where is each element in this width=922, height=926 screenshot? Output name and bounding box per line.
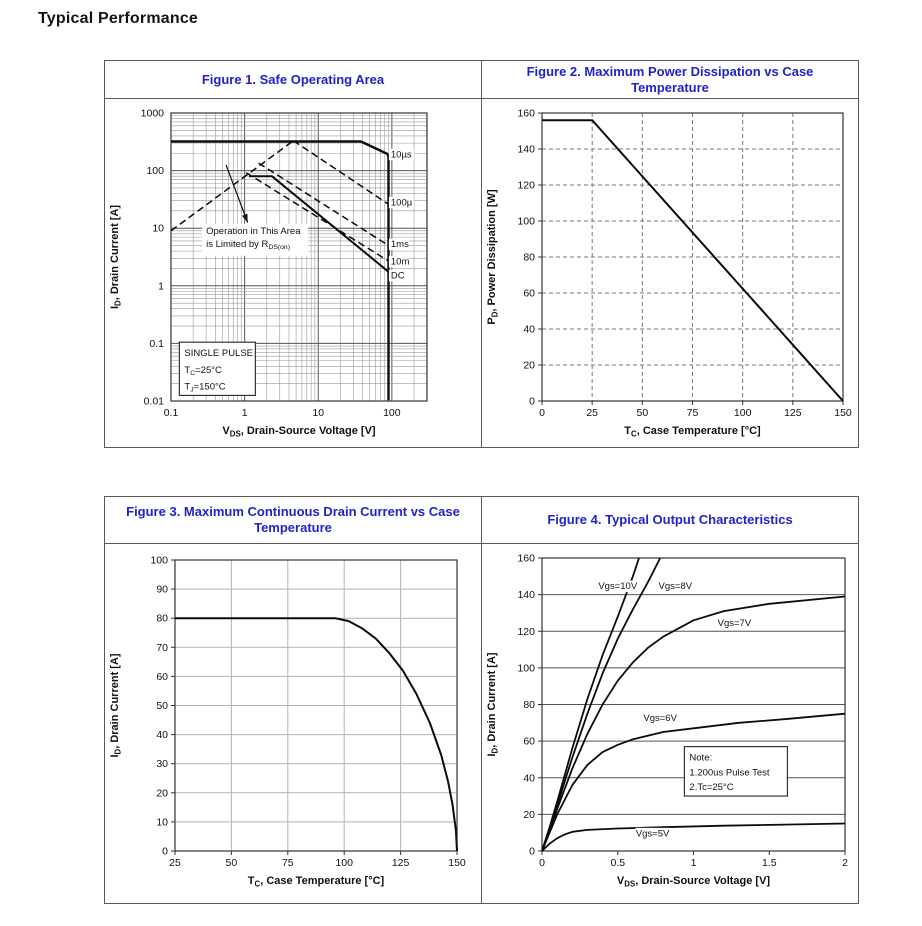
figure2-panel xyxy=(481,60,859,448)
figure3-title: Figure 3. Maximum Continuous Drain Current vs Case Temperature xyxy=(105,497,481,544)
annotation-box-text: 1.200us Pulse Test xyxy=(689,767,770,779)
figure1-body xyxy=(105,99,481,447)
y-tick-label: 60 xyxy=(523,735,535,748)
y-tick-label: 100 xyxy=(146,165,164,178)
x-tick-label: 25 xyxy=(169,857,181,869)
figure4-body xyxy=(482,544,858,903)
curve-label: Vgs=6V xyxy=(643,712,677,724)
figure1-title: Figure 1. Safe Operating Area xyxy=(105,61,481,99)
x-axis-title: $V_{DS}$, Drain-Source Voltage [V] xyxy=(616,875,771,889)
y-tick-label: 160 xyxy=(517,552,535,565)
x-tick-label: 25 xyxy=(586,407,599,419)
y-axis-title: $I_D$, Drain Current [A] xyxy=(109,204,123,310)
y-tick-label: 40 xyxy=(156,729,168,742)
annotation-box-text: 2.Tc=25°C xyxy=(689,782,734,794)
x-tick-label: 125 xyxy=(784,407,802,419)
figures-row-2 xyxy=(104,496,860,904)
y-tick-label: 60 xyxy=(523,287,535,300)
figure4-chart xyxy=(482,544,858,903)
curve-label: Vgs=10V xyxy=(598,581,638,593)
y-tick-label: 20 xyxy=(523,359,535,372)
x-tick-label: 75 xyxy=(686,407,699,419)
curve-label: 1ms xyxy=(390,239,409,251)
x-tick-label: 1 xyxy=(241,407,248,419)
fig3-plot xyxy=(109,555,466,889)
x-tick-label: 2 xyxy=(842,857,848,869)
x-tick-label: 125 xyxy=(391,857,410,869)
y-tick-label: 120 xyxy=(517,179,535,192)
annotation-box-text: SINGLE PULSE xyxy=(184,348,254,360)
y-tick-label: 1000 xyxy=(140,107,164,120)
y-tick-label: 60 xyxy=(156,670,168,683)
x-tick-label: 50 xyxy=(225,857,238,869)
y-tick-label: 80 xyxy=(156,612,168,625)
series-vgs-5v xyxy=(542,824,845,852)
y-tick-label: 20 xyxy=(523,808,535,821)
annotation-box-text: $T_C=25^\circ C$ xyxy=(184,364,222,378)
page-title: Typical Performance xyxy=(38,10,199,27)
curve-label: DC xyxy=(390,270,405,282)
axis-ticks xyxy=(517,553,848,870)
y-axis-title: $I_D$, Drain Current [A] xyxy=(109,653,123,758)
figure4-panel xyxy=(481,496,859,904)
curve-label: 10m xyxy=(390,256,410,268)
curve-label: 10µs xyxy=(390,149,412,161)
x-tick-label: 100 xyxy=(733,407,752,419)
x-tick-label: 50 xyxy=(636,407,649,419)
series-vgs-7v xyxy=(542,597,845,852)
y-tick-label: 50 xyxy=(156,700,168,712)
y-tick-label: 70 xyxy=(156,641,168,654)
y-tick-label: 100 xyxy=(517,662,535,675)
y-tick-label: 100 xyxy=(517,215,535,228)
figure2-title: Figure 2. Maximum Power Dissipation vs Case Temperature xyxy=(482,61,858,99)
annotation-text: Operation in This Area xyxy=(206,225,301,237)
y-tick-label: 90 xyxy=(156,583,168,596)
curve-label: Vgs=7V xyxy=(717,617,752,629)
x-tick-label: 150 xyxy=(834,407,852,419)
y-tick-label: 0.01 xyxy=(143,395,164,408)
x-tick-label: 100 xyxy=(335,857,353,869)
grid-lines xyxy=(542,113,843,401)
x-tick-label: 10 xyxy=(312,407,325,419)
x-axis-title: $T_C$, Case Temperature [°C] xyxy=(247,875,385,889)
figure2-body xyxy=(482,99,858,447)
y-tick-label: 10 xyxy=(152,222,164,235)
figure1-panel xyxy=(104,60,482,448)
figure3-panel xyxy=(104,496,482,904)
y-tick-label: 80 xyxy=(523,251,535,264)
curve-label: 100µ xyxy=(390,197,413,209)
annotation-box-text: Note: xyxy=(689,752,713,764)
y-tick-label: 140 xyxy=(517,143,535,156)
figures-grid xyxy=(104,60,860,904)
annotation-text: is Limited by $R_{DS(on)}$ xyxy=(206,238,290,252)
x-tick-label: 100 xyxy=(383,407,401,419)
y-axis-title: $I_D$, Drain Current [A] xyxy=(486,652,500,757)
figure1-chart xyxy=(105,99,481,447)
fig1-plot xyxy=(109,108,427,439)
y-tick-label: 1 xyxy=(158,280,164,293)
y-tick-label: 0 xyxy=(529,395,535,408)
series-rdson-line xyxy=(171,141,293,231)
curve-label: Vgs=8V xyxy=(658,581,693,593)
grid-lines xyxy=(175,560,457,851)
y-tick-label: 80 xyxy=(523,699,535,711)
y-tick-label: 0 xyxy=(529,845,535,858)
x-tick-label: 0.5 xyxy=(610,857,626,869)
x-tick-label: 0 xyxy=(539,407,545,419)
y-tick-label: 0 xyxy=(162,845,168,858)
annotation-box-text: $T_J=150^\circ C$ xyxy=(184,381,226,394)
fig4-plot xyxy=(486,553,848,889)
x-tick-label: 0.1 xyxy=(163,407,179,419)
y-tick-label: 10 xyxy=(156,816,168,829)
y-tick-label: 100 xyxy=(150,554,168,567)
figure3-chart xyxy=(105,544,481,903)
y-axis-title: $P_D$, Power Dissipation [W] xyxy=(486,189,500,325)
figure2-chart xyxy=(482,99,858,447)
x-tick-label: 1 xyxy=(690,857,697,869)
curve-label: Vgs=5V xyxy=(635,828,670,840)
axis-ticks xyxy=(517,108,851,420)
y-tick-label: 30 xyxy=(156,758,168,771)
x-tick-label: 0 xyxy=(539,857,545,869)
x-axis-title: $V_{DS}$, Drain-Source Voltage [V] xyxy=(222,425,376,439)
y-tick-label: 120 xyxy=(517,625,535,638)
figure4-title: Figure 4. Typical Output Characteristics xyxy=(482,497,858,544)
y-tick-label: 140 xyxy=(517,589,535,602)
fig2-plot xyxy=(486,108,852,439)
y-tick-label: 160 xyxy=(517,107,535,120)
y-tick-label: 0.1 xyxy=(149,337,164,350)
x-axis-title: $T_C$, Case Temperature [°C] xyxy=(624,425,761,439)
figure3-body xyxy=(105,544,481,903)
figures-row-1 xyxy=(104,60,860,448)
y-tick-label: 40 xyxy=(523,772,535,785)
x-tick-label: 150 xyxy=(448,857,466,869)
x-tick-label: 75 xyxy=(281,857,294,869)
x-tick-label: 1.5 xyxy=(761,857,777,869)
y-tick-label: 20 xyxy=(156,787,168,800)
y-tick-label: 40 xyxy=(523,323,535,336)
